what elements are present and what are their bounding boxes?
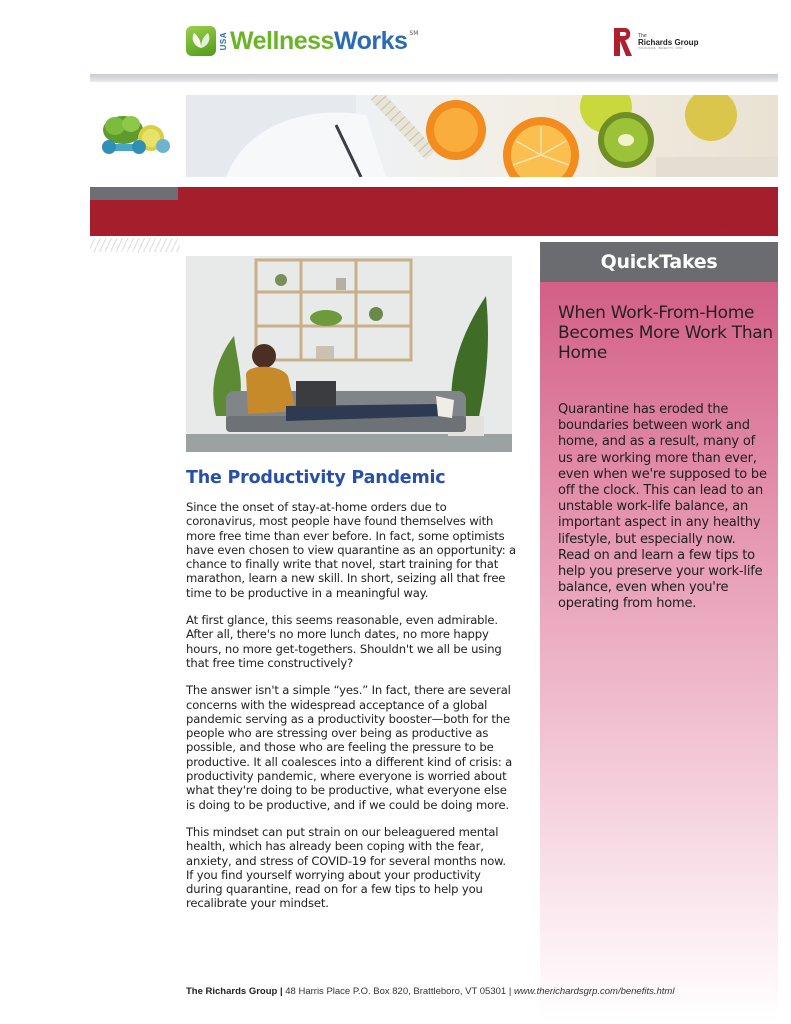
logo-trademark: SM xyxy=(409,30,419,37)
man-on-couch-photo xyxy=(186,256,512,452)
healthy-food-image xyxy=(93,108,177,164)
banner-red-band xyxy=(90,200,778,236)
article-paragraph: This mindset can put strain on our beleaguered mental health, which has already been coping with the fear, anxiety, and stress of COVID-19 for several months now. If you find yourself worrying about your productivity during quarantine, read on for a few tips to help you recalibrate your mindset. xyxy=(186,824,506,911)
article-body xyxy=(186,500,516,924)
footer-url-link[interactable]: www.therichardsgrp.com/benefits.html xyxy=(513,986,675,997)
logo-company-name: Richards Group xyxy=(638,38,699,47)
quicktakes-panel xyxy=(540,282,778,1022)
logo-word-wellness: Wellness xyxy=(230,26,334,55)
banner-grey-tab xyxy=(90,187,178,200)
quicktakes-title: When Work-From-Home Becomes More Work Than Home xyxy=(558,303,773,363)
footer-address: 48 Harris Place P.O. Box 820, Brattleboro, VT 05301 | xyxy=(282,986,514,997)
article-title: The Productivity Pandemic xyxy=(186,468,446,488)
logo-tagline: INSURANCE · BENEFITS · RISK xyxy=(638,46,683,50)
quicktakes-header-label: QuickTakes xyxy=(600,251,718,273)
wellness-works-logo xyxy=(186,24,418,58)
banner-image xyxy=(186,95,778,177)
richards-group-logo xyxy=(612,26,698,58)
header-divider xyxy=(90,74,778,82)
quicktakes-body: Quarantine has eroded the boundaries between work and home, and as a result, many of us are working more than ever, even when we're supposed to be off the clock. This can lead to an unstable work-life balance, an important aspect in any healthy lifestyle, but especially now. Read on and learn a few tips to help you preserve your work-life balance, even when you're operating from home. xyxy=(558,402,767,612)
richards-r-icon xyxy=(612,26,634,58)
doctor-fruit-illustration xyxy=(186,95,778,177)
footer xyxy=(186,986,674,997)
leaf-icon xyxy=(186,26,216,56)
article-paragraph: At first glance, this seems reasonable, even admirable. After all, there's no more lunch dates, no more happy hours, no more get-togethers. Shouldn't we all be using that free time constructively? xyxy=(186,613,502,670)
article-paragraph: The answer isn't a simple “yes.” In fact, there are several concerns with the widespread acceptance of a global pandemic serving as a productivity booster—both for the people who are stressing over being as productive as possible, and those who are feeling the pressure to be productive. It all coalesces into a different kind of crisis: a productivity pandemic, where everyone is worried about what they're doing to be productive, what everyone else is doing to be productive, and if we could be doing more. xyxy=(186,683,513,812)
footer-company: The Richards Group | xyxy=(186,986,283,997)
decorative-hatch xyxy=(90,238,180,252)
logo-the: The xyxy=(638,33,647,39)
quicktakes-header xyxy=(540,242,778,282)
issue-date: July 2020 xyxy=(707,217,759,231)
banner-red-strip xyxy=(178,187,778,200)
logo-wordmark xyxy=(230,27,407,56)
logo-word-works: Works xyxy=(333,26,408,55)
article-paragraph: Since the onset of stay-at-home orders due to coronavirus, most people have found themselves with more free time than ever before. In fact, some optimists have even chosen to view quarantine as an opportunity: a chance to finally write that novel, start training for that marathon, learn a new skill. In short, seizing all that free time to be productive in a meaningful way. xyxy=(186,500,516,600)
logo-usa: USA xyxy=(219,31,228,51)
